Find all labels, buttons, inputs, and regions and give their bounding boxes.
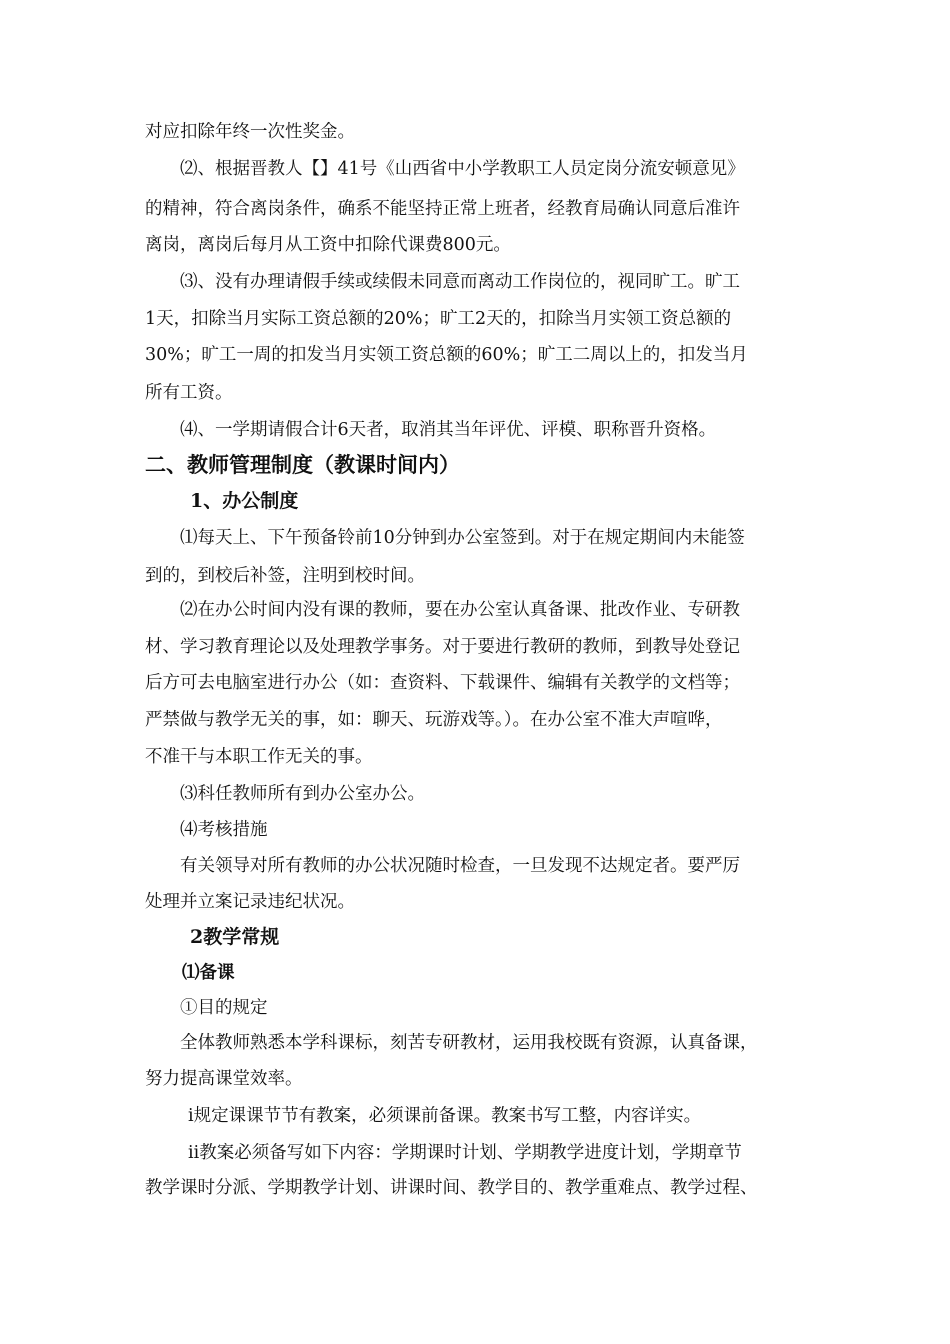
paragraph-line: ⑷考核措施 xyxy=(180,820,268,840)
paragraph-line: 对应扣除年终一次性奖金。 xyxy=(145,122,355,142)
subsubsection-heading: ⑴备课 xyxy=(182,963,235,983)
paragraph-line: 1天，扣除当月实际工资总额的20%；旷工2天的，扣除当月实领工资总额的 xyxy=(145,309,732,329)
subsection-heading: 1、办公制度 xyxy=(190,490,299,512)
paragraph-line: 有关领导对所有教师的办公状况随时检查，一旦发现不达规定者。要严厉 xyxy=(180,856,740,876)
paragraph-line: ⅰ规定课课节节有教案，必须课前备课。教案书写工整，内容详实。 xyxy=(188,1106,702,1126)
paragraph-line: 全体教师熟悉本学科课标，刻苦专研教材，运用我校既有资源，认真备课， xyxy=(180,1033,758,1053)
paragraph-line: ⑵、根据晋教人【】41号《山西省中小学教职工人员定岗分流安顿意见》 xyxy=(180,159,745,179)
paragraph-line: ①目的规定 xyxy=(180,998,268,1018)
paragraph-line: ⑷、一学期请假合计6天者，取消其当年评优、评模、职称晋升资格。 xyxy=(180,420,717,440)
paragraph-line: 教学课时分派、学期教学计划、讲课时间、教学目的、教学重难点、教学过程、 xyxy=(145,1178,758,1198)
paragraph-line: 所有工资。 xyxy=(145,383,233,403)
paragraph-line: ⅱ教案必须备写如下内容：学期课时计划、学期教学进度计划，学期章节 xyxy=(188,1143,742,1163)
paragraph-line: ⑴每天上、下午预备铃前10分钟到办公室签到。对于在规定期间内未能签 xyxy=(180,528,745,548)
paragraph-line: 30%；旷工一周的扣发当月实领工资总额的60%；旷工二周以上的，扣发当月 xyxy=(145,345,748,365)
paragraph-line: ⑵在办公时间内没有课的教师，要在办公室认真备课、批改作业、专研教 xyxy=(180,600,740,620)
paragraph-line: 处理并立案记录违纪状况。 xyxy=(145,892,355,912)
paragraph-line: 离岗，离岗后每月从工资中扣除代课费800元。 xyxy=(145,235,511,255)
section-heading: 二、教师管理制度（教课时间内） xyxy=(145,452,460,477)
paragraph-line: 后方可去电脑室进行办公（如：查资料、下载课件、编辑有关教学的文档等； xyxy=(145,673,740,693)
paragraph-line: 到的，到校后补签，注明到校时间。 xyxy=(145,566,425,586)
paragraph-line: ⑶科任教师所有到办公室办公。 xyxy=(180,784,425,804)
paragraph-line: 材、学习教育理论以及处理教学事务。对于要进行教研的教师，到教导处登记 xyxy=(145,637,740,657)
paragraph-line: ⑶、没有办理请假手续或续假未同意而离动工作岗位的，视同旷工。旷工 xyxy=(180,272,740,292)
paragraph-line: 严禁做与教学无关的事，如：聊天、玩游戏等。）。在办公室不准大声喧哗， xyxy=(145,710,723,730)
paragraph-line: 努力提高课堂效率。 xyxy=(145,1069,303,1089)
subsection-heading: 2教学常规 xyxy=(190,926,280,948)
paragraph-line: 的精神，符合离岗条件，确系不能坚持正常上班者，经教育局确认同意后准许 xyxy=(145,199,740,219)
paragraph-line: 不准干与本职工作无关的事。 xyxy=(145,747,373,767)
